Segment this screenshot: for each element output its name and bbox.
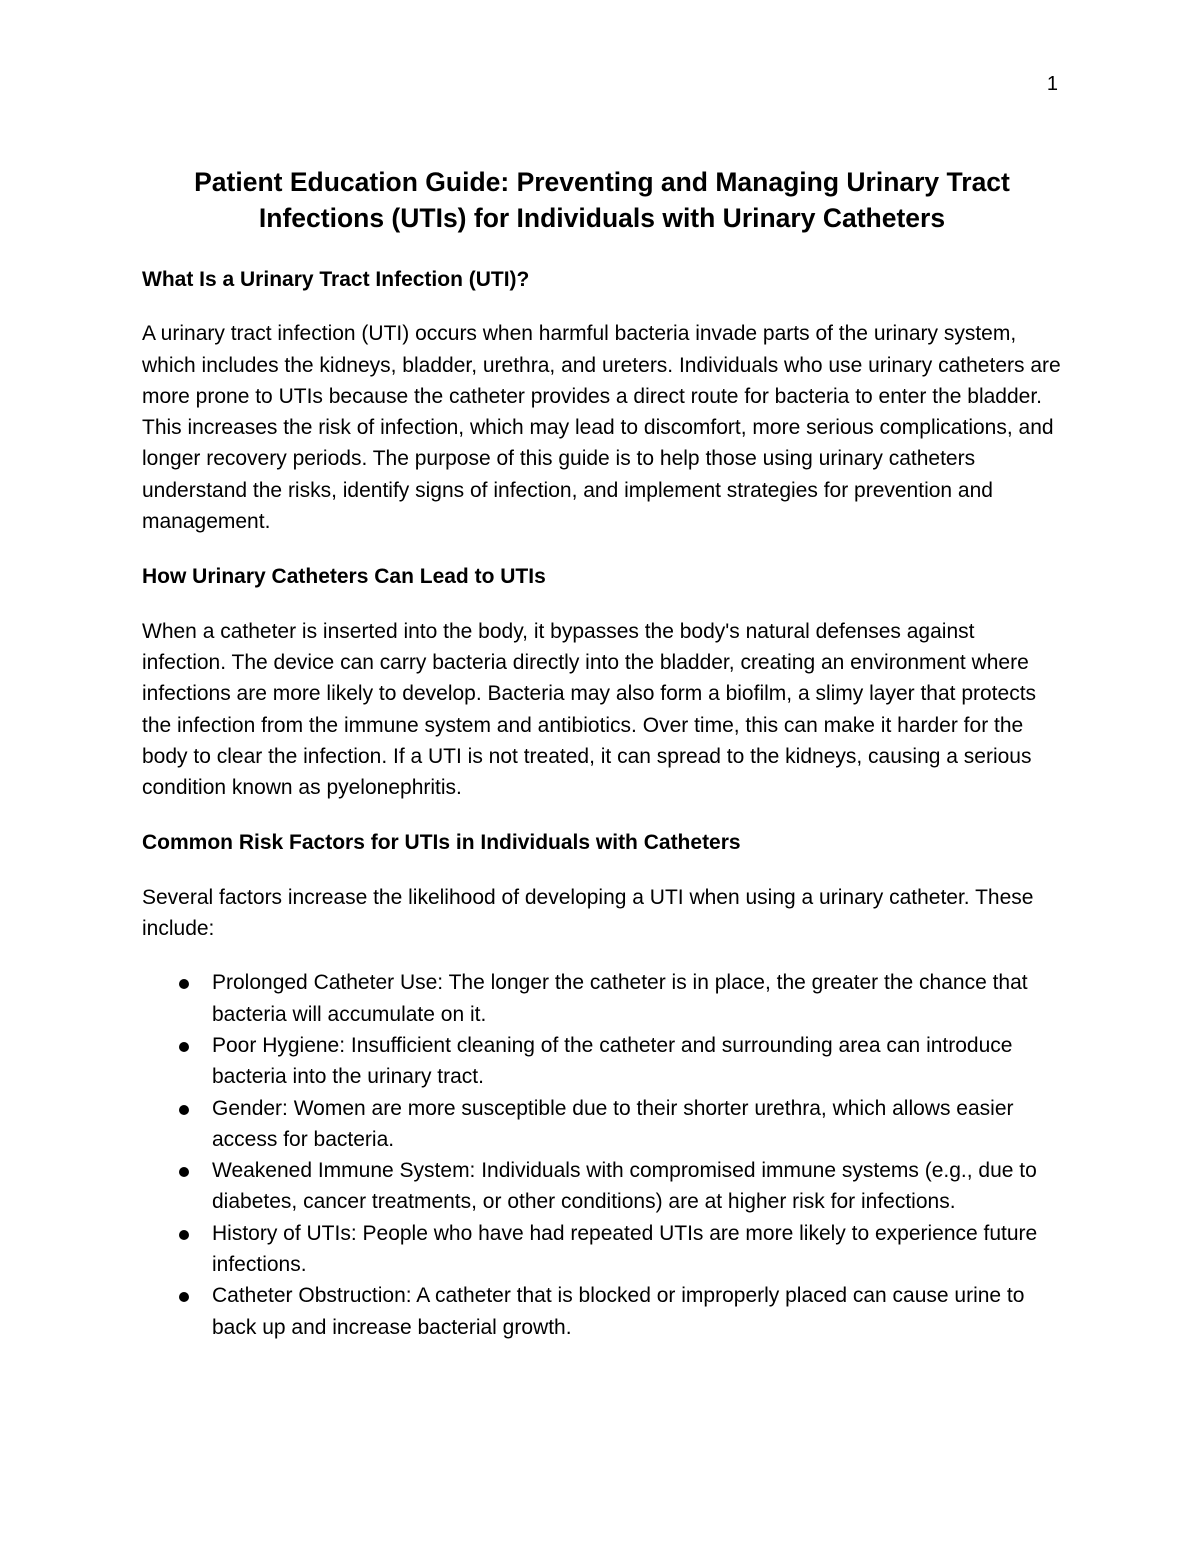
- list-item-text: Prolonged Catheter Use: The longer the catheter is in place, the greater the chance that bacteria will accumulate on it.: [212, 971, 1028, 1026]
- page-number: 1: [1046, 73, 1058, 95]
- section-paragraph-catheters-lead-to-utis: When a catheter is inserted into the body, it bypasses the body's natural defenses against infection. The device can carry bacteria directly into the bladder, creating an environment where infections are more likely to develop. Bacteria may also form a biofilm, a slimy layer that protects the infection from the immune system and antibiotics. Over time, this can make it harder for the body to clear the infection. If a UTI is not treated, it can spread to the kidneys, causing a serious condition known as pyelonephritis.: [142, 619, 1037, 800]
- bullet-icon: [179, 979, 189, 989]
- list-item-text: Weakened Immune System: Individuals with compromised immune systems (e.g., due to diabetes, cancer treatments, or other conditions) are at higher risk for infections.: [212, 1159, 1037, 1214]
- section-paragraph-risk-factors: Several factors increase the likelihood of developing a UTI when using a urinary catheter. These include:: [142, 885, 1034, 941]
- list-item: [142, 1280, 1062, 1343]
- risk-factors-list: [142, 967, 1062, 1343]
- section-heading-catheters-lead-to-utis: How Urinary Catheters Can Lead to UTIs: [142, 565, 546, 589]
- list-item-text: History of UTIs: People who have had repeated UTIs are more likely to experience future infections.: [212, 1221, 1038, 1277]
- bullet-icon: [179, 1105, 189, 1115]
- section-paragraph-what-is-uti: A urinary tract infection (UTI) occurs when harmful bacteria invade parts of the urinary system, which includes the kidneys, bladder, urethra, and ureters. Individuals who use urinary catheters are more prone to UTIs because the catheter provides a direct route for bacteria to enter the bladder. This increases the risk of infection, which may lead to discomfort, more serious complications, and longer recovery periods. The purpose of this guide is to help those using urinary catheters understand the risks, identify signs of infection, and implement strategies for prevention and management.: [142, 322, 1061, 534]
- page-title: Patient Education Guide: Preventing and Managing Urinary Tract Infections (UTIs) for Individuals with Urinary Catheters: [194, 167, 1010, 233]
- list-item: [142, 1093, 1062, 1156]
- list-item-text: Poor Hygiene: Insufficient cleaning of the catheter and surrounding area can introduce bacteria into the urinary tract.: [212, 1033, 1013, 1089]
- list-item: [142, 1155, 1062, 1218]
- list-item-text: Catheter Obstruction: A catheter that is blocked or improperly placed can cause urine to back up and increase bacterial growth.: [212, 1284, 1025, 1339]
- list-item: [142, 1218, 1062, 1281]
- list-item: [142, 1030, 1062, 1093]
- bullet-icon: [179, 1042, 189, 1052]
- list-item: [142, 967, 1062, 1030]
- bullet-icon: [179, 1230, 189, 1240]
- section-heading-risk-factors: Common Risk Factors for UTIs in Individuals with Catheters: [142, 831, 741, 855]
- section-heading-what-is-uti: What Is a Urinary Tract Infection (UTI)?: [142, 268, 530, 291]
- list-item-text: Gender: Women are more susceptible due to their shorter urethra, which allows easier access for bacteria.: [212, 1096, 1014, 1151]
- bullet-icon: [179, 1292, 189, 1302]
- bullet-icon: [179, 1167, 189, 1177]
- document-body: [142, 164, 1062, 1343]
